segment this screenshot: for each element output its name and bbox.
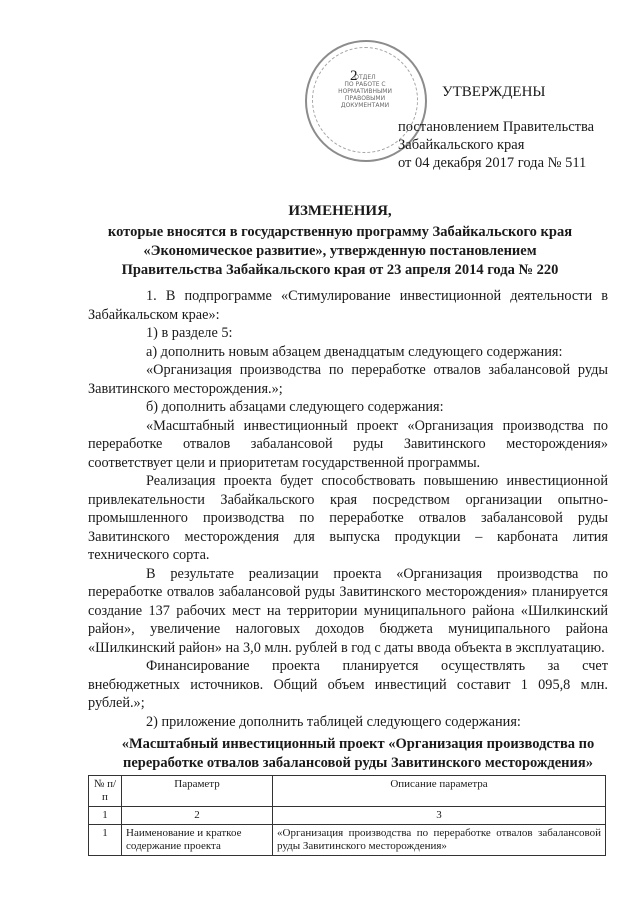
title-line: которые вносятся в государственную программу Забайкальского края: [107, 224, 573, 240]
stamp-line: ДОКУМЕНТАМИ: [340, 102, 390, 109]
approval-line: от 04 декабря 2017 года № 511: [398, 155, 587, 171]
table-title: [108, 735, 608, 773]
table-title-line: «Масштабный инвестиционный проект «Организация производства по: [121, 736, 595, 752]
paragraph: б) дополнить абзацами следующего содержания:: [146, 399, 444, 415]
document-title: [100, 202, 580, 280]
stamp-text: [337, 74, 393, 109]
table-header-row: [89, 776, 606, 807]
stamp-line: НОРМАТИВНЫМИ: [338, 88, 392, 95]
page-number: 2: [350, 68, 358, 84]
table-header: Описание параметра: [273, 776, 606, 807]
document-body: [88, 287, 608, 731]
paragraph: «Масштабный инвестиционный проект «Организация производства по переработке отвалов забалансовой руды Завитинского месторождения» соответствует цели и приоритетам государственной программы.: [88, 417, 608, 471]
table-header: № п/п: [89, 776, 122, 807]
paragraph: Реализация проекта будет способствовать повышению инвестиционной привлекательности Забайкальского края посредством организации опытно-промышленного производства по переработке отвалов забалансовой руды Завитинского месторождения для выпуска продукции – карбоната лития технического сорта.: [88, 473, 608, 563]
table-cell: «Организация производства по переработке отвалов забалансовой руды Завитинского месторождения»: [273, 825, 606, 856]
table-header: Параметр: [122, 776, 273, 807]
approval-line: постановлением Правительства: [398, 119, 595, 135]
table-cell: 3: [273, 807, 606, 825]
table-title-line: переработке отвалов забалансовой руды Завитинского месторождения»: [122, 755, 593, 771]
approval-block: [398, 118, 594, 172]
table-cell: 1: [89, 825, 122, 856]
approval-line: Забайкальского края: [398, 137, 525, 153]
table-row: [89, 825, 606, 856]
paragraph: В результате реализации проекта «Организация производства по переработке отвалов забалансовой руды Завитинского месторождения» планируется создание 137 рабочих мест на территории муниципального района «Шилкинский район», увеличение налоговых доходов бюджета муниципального района «Шилкинский район» на 3,0 млн. рублей в год с даты ввода объекта в эксплуатацию.: [88, 565, 608, 656]
title-main: ИЗМЕНЕНИЯ,: [288, 203, 392, 219]
paragraph: 2) приложение дополнить таблицей следующего содержания:: [146, 713, 521, 730]
table-cell: 1: [89, 807, 122, 825]
stamp-line: ПО РАБОТЕ С: [344, 81, 386, 88]
project-table: [88, 775, 606, 856]
approved-label: УТВЕРЖДЕНЫ: [442, 84, 546, 100]
paragraph: 1. В подпрограмме «Стимулирование инвестиционной деятельности в Забайкальском крае»:: [88, 288, 608, 323]
table-numbering-row: [89, 807, 606, 825]
title-line: Правительства Забайкальского края от 23 апреля 2014 года № 220: [121, 262, 559, 278]
paragraph: Финансирование проекта планируется осуществлять за счет внебюджетных источников. Общий объем инвестиций составит 1 095,8 млн. рублей.»;: [88, 658, 608, 711]
table-cell: Наименование и краткое содержание проекта: [122, 825, 273, 856]
stamp-line: ПРАВОВЫМИ: [344, 95, 386, 102]
table-cell: 2: [122, 807, 273, 825]
paragraph: «Организация производства по переработке отвалов забалансовой руды Завитинского месторождения.»;: [88, 362, 608, 397]
paragraph: 1) в разделе 5:: [146, 325, 233, 341]
title-line: «Экономическое развитие», утвержденную постановлением: [143, 243, 537, 259]
stamp-line: ОТДЕЛ: [354, 74, 376, 81]
paragraph: а) дополнить новым абзацем двенадцатым следующего содержания:: [146, 343, 563, 360]
